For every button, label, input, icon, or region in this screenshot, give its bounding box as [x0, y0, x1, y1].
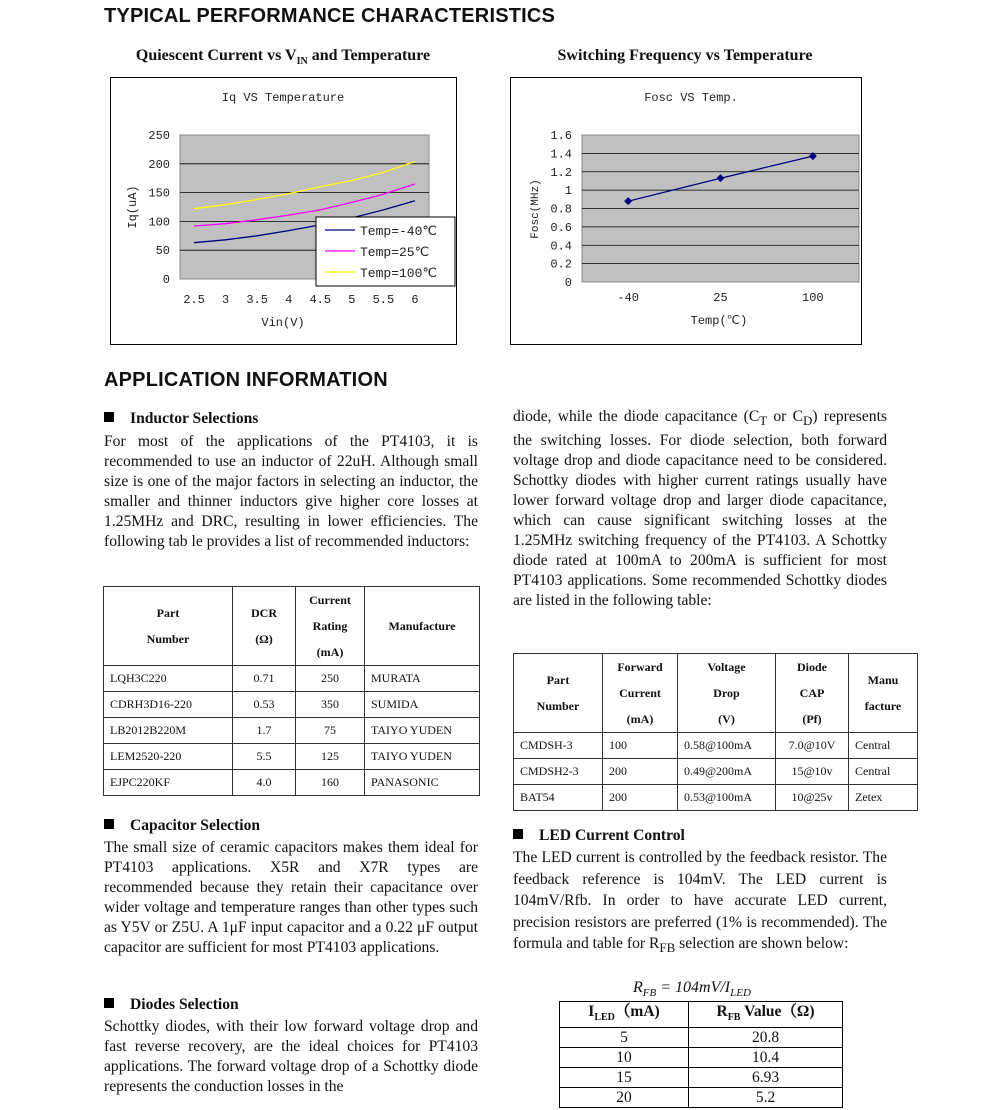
x-tick-label: -40 — [617, 291, 639, 305]
bullet-square-icon — [104, 819, 114, 829]
cell-part-number: CDRH3D16-220 — [104, 692, 233, 718]
iq-chart-title: Quiescent Current vs $V_{IN}$ and Temperature — [135, 47, 431, 68]
x-tick-label: 4 — [285, 293, 293, 307]
col-diode-cap: Diode CAP (Pf) — [776, 654, 849, 733]
table-row — [104, 744, 480, 770]
fosc-chart — [510, 77, 862, 345]
x-tick-label: 4.5 — [309, 293, 332, 307]
table-row — [104, 770, 480, 796]
rfb-table — [559, 1001, 843, 1108]
cell-rfb-value: 20.8 — [689, 1028, 843, 1048]
cell-voltage-drop: 0.49@200mA — [678, 759, 776, 785]
capacitor-body: The small size of ceramic capacitors makes them ideal for PT4103 applications. X5R and X7R types are recommended because they retain their capacitance over wider voltage and temperature ranges than other types such as Y5V or Z5U. A 1μF input capacitor and a 0.22 μF output capacitor are sufficient for most PT4103 applications. — [104, 839, 478, 956]
cell-diode-cap: 7.0@10V — [776, 733, 849, 759]
x-tick-label: 2.5 — [183, 293, 205, 307]
table-row — [104, 666, 480, 692]
led-body: The LED current is controlled by the feedback resistor. The feedback reference is 104mV. The LED current is 104mV/Rfb. In order to have accurate LED current, precision resistors are preferred (1% is recommended). The formula and table for $R_{FB}$ selection are shown below: — [513, 849, 887, 956]
capacitor-section — [104, 816, 478, 958]
iq-chart — [110, 77, 457, 345]
cell-iled: 15 — [560, 1068, 689, 1088]
col-forward-current: Forward Current (mA) — [603, 654, 678, 733]
cell-current-rating: 125 — [296, 744, 365, 770]
y-tick-label: 0 — [162, 273, 170, 287]
y-tick-label: 1.4 — [550, 147, 572, 162]
y-tick-label: 50 — [155, 244, 170, 259]
capacitor-heading: Capacitor Selection — [104, 816, 478, 836]
y-tick-label: 1.6 — [550, 129, 572, 143]
y-axis-label: Iq(uA) — [126, 185, 140, 229]
cell-rfb-value: 5.2 — [689, 1088, 843, 1108]
y-tick-label: 0.4 — [550, 239, 572, 254]
led-section — [513, 826, 887, 959]
diodes-heading: Diodes Selection — [104, 995, 478, 1015]
inductor-table — [103, 586, 480, 796]
col-rfb-value: $R_{FB}$ Value（Ω) — [689, 1002, 843, 1028]
cell-iled: 5 — [560, 1028, 689, 1048]
led-heading: LED Current Control — [513, 826, 887, 846]
cell-manufacture: PANASONIC — [365, 770, 480, 796]
y-tick-label: 150 — [148, 186, 170, 201]
bullet-square-icon — [513, 829, 523, 839]
cell-current-rating: 75 — [296, 718, 365, 744]
cell-dcr: 4.0 — [233, 770, 296, 796]
inductor-heading: Inductor Selections — [104, 409, 478, 429]
x-tick-label: 5.5 — [372, 293, 395, 307]
cell-rfb-value: 6.93 — [689, 1068, 843, 1088]
table-row — [514, 785, 918, 811]
x-tick-label: 5 — [348, 293, 356, 307]
table-row — [514, 733, 918, 759]
y-tick-label: 0.2 — [550, 257, 572, 272]
cell-manufacture: SUMIDA — [365, 692, 480, 718]
cell-manufacture: MURATA — [365, 666, 480, 692]
cell-part-number: CMDSH2-3 — [514, 759, 603, 785]
bullet-square-icon — [104, 412, 114, 422]
fosc-chart-title: Switching Frequency vs Temperature — [557, 47, 813, 64]
section-title-performance: TYPICAL PERFORMANCE CHARACTERISTICS — [104, 5, 556, 27]
legend-label: Temp=100℃ — [360, 266, 438, 281]
col-voltage-drop: Voltage Drop (V) — [678, 654, 776, 733]
y-tick-label: 0 — [564, 276, 572, 290]
x-tick-label: 100 — [802, 291, 824, 305]
cell-current-rating: 160 — [296, 770, 365, 796]
y-tick-label: 0.8 — [550, 202, 572, 217]
col-manufacture: Manu facture — [849, 654, 918, 733]
cell-iled: 20 — [560, 1088, 689, 1108]
cell-voltage-drop: 0.58@100mA — [678, 733, 776, 759]
y-tick-label: 1 — [564, 184, 572, 199]
cell-manufacture: TAIYO YUDEN — [365, 718, 480, 744]
cell-dcr: 5.5 — [233, 744, 296, 770]
col-dcr: DCR (Ω) — [233, 587, 296, 666]
col-iled: $I_{LED}(mA)$ — [560, 1002, 689, 1028]
table-row — [560, 1048, 843, 1068]
col-part-number: Part Number — [104, 587, 233, 666]
x-tick-label: 3.5 — [246, 293, 268, 307]
col-manufacture: Manufacture — [365, 587, 480, 666]
y-tick-label: 250 — [148, 129, 170, 143]
cell-dcr: 0.71 — [233, 666, 296, 692]
chart-title-text: Fosc VS Temp. — [644, 91, 738, 105]
diodes-continued — [513, 407, 887, 611]
cell-part-number: LB2012B220M — [104, 718, 233, 744]
cell-forward-current: 200 — [603, 759, 678, 785]
cell-manufacture: Central — [849, 759, 918, 785]
x-tick-label: 25 — [713, 291, 728, 305]
y-tick-label: 200 — [148, 157, 170, 172]
y-tick-label: 100 — [148, 215, 170, 230]
cell-current-rating: 250 — [296, 666, 365, 692]
cell-forward-current: 200 — [603, 785, 678, 811]
rfb-formula: $R_{FB} = 104mV/I_{LED}$ — [633, 979, 751, 1000]
iq-chart-svg — [111, 78, 456, 344]
bullet-square-icon — [104, 998, 114, 1008]
cell-dcr: 0.53 — [233, 692, 296, 718]
cell-diode-cap: 10@25v — [776, 785, 849, 811]
x-axis-label: Temp(℃) — [690, 314, 748, 328]
y-tick-label: 1.2 — [550, 165, 572, 180]
inductor-section — [104, 409, 478, 552]
cell-current-rating: 350 — [296, 692, 365, 718]
legend-label: Temp=25℃ — [360, 245, 430, 260]
table-row — [560, 1028, 843, 1048]
table-row — [560, 1088, 843, 1108]
col-current-rating: Current Rating (mA) — [296, 587, 365, 666]
cell-manufacture: TAIYO YUDEN — [365, 744, 480, 770]
x-tick-label: 6 — [411, 293, 419, 307]
col-part-number: Part Number — [514, 654, 603, 733]
diodes-body-continued: diode, while the diode capacitance ($C_T$ or $C_D$) represents the switching losses. For diode selection, both forward voltage drop and diode capacitance need to be considered. Schottky diodes with higher current ratings usually have lower forward voltage drop and larger diode capacitance, which can cause significant switching losses at the 1.25MHz switching frequency of the PT4103. A Schottky diode rated at 100mA to 200mA is sufficient for most PT4103 applications. Some recommended Schottky diodes are listed in the following table: — [513, 408, 887, 610]
x-tick-label: 3 — [221, 293, 230, 307]
table-row — [514, 759, 918, 785]
diodes-body: Schottky diodes, with their low forward voltage drop and fast reverse recovery, are the ideal choices for PT4103 applications. The forward voltage drop of a Schottky diode represents the conduction losses in the — [104, 1018, 478, 1095]
table-row — [104, 718, 480, 744]
cell-part-number: LQH3C220 — [104, 666, 233, 692]
cell-manufacture: Central — [849, 733, 918, 759]
diodes-section — [104, 995, 478, 1097]
chart-title-text: Iq VS Temperature — [221, 91, 345, 105]
section-title-application: APPLICATION INFORMATION — [104, 369, 388, 391]
table-row — [560, 1068, 843, 1088]
cell-voltage-drop: 0.53@100mA — [678, 785, 776, 811]
legend-label: Temp=-40℃ — [360, 224, 438, 239]
y-axis-label: Fosc(MHz) — [530, 179, 542, 239]
cell-forward-current: 100 — [603, 733, 678, 759]
diode-table — [513, 653, 918, 811]
cell-iled: 10 — [560, 1048, 689, 1068]
x-axis-label: Vin(V) — [261, 316, 305, 330]
cell-part-number: BAT54 — [514, 785, 603, 811]
cell-part-number: CMDSH-3 — [514, 733, 603, 759]
fosc-chart-svg — [511, 78, 861, 344]
inductor-body: For most of the applications of the PT4103, it is recommended to use an inductor of 22uH. Although small size is one of the major factors in selecting an inductor, the smaller and thinner inductors give higher core losses at 1.25MHz and DRC, resulting in lower efficiencies. The following tab le provides a list of recommended inductors: — [104, 433, 478, 550]
cell-part-number: EJPC220KF — [104, 770, 233, 796]
cell-rfb-value: 10.4 — [689, 1048, 843, 1068]
cell-diode-cap: 15@10v — [776, 759, 849, 785]
cell-part-number: LEM2520-220 — [104, 744, 233, 770]
table-row — [104, 692, 480, 718]
cell-manufacture: Zetex — [849, 785, 918, 811]
cell-dcr: 1.7 — [233, 718, 296, 744]
y-tick-label: 0.6 — [550, 220, 572, 235]
